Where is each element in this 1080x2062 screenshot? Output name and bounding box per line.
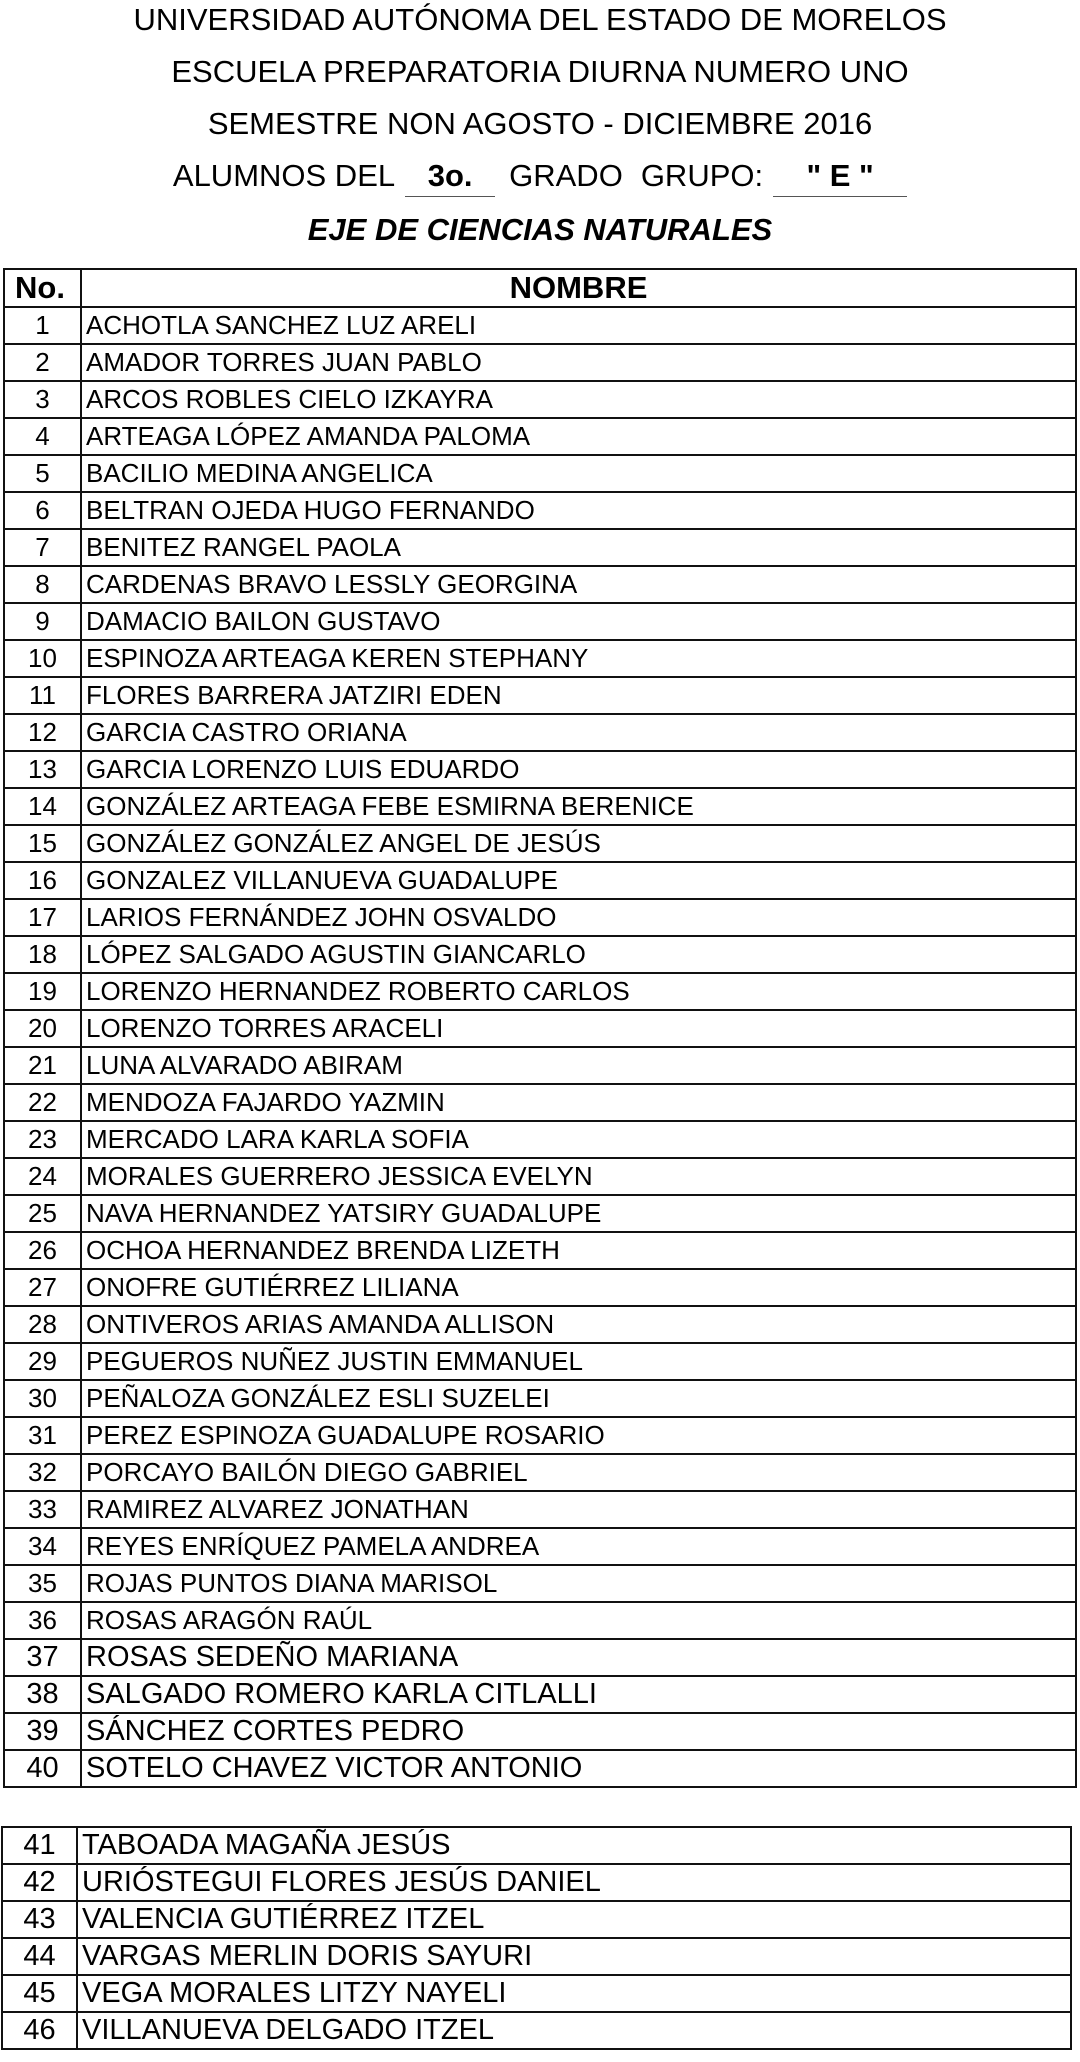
table-row [2,1938,1071,1975]
student-name: MORALES GUERRERO JESSICA EVELYN [81,1158,1076,1195]
table-row [4,1491,1076,1528]
table-row [4,1010,1076,1047]
table-row [4,1269,1076,1306]
student-name: REYES ENRÍQUEZ PAMELA ANDREA [81,1528,1076,1565]
table-row [4,899,1076,936]
row-number: 6 [4,492,81,529]
student-name: GARCIA LORENZO LUIS EDUARDO [81,751,1076,788]
table-row [4,1676,1076,1713]
table-row [4,1454,1076,1491]
table-row [2,1864,1071,1901]
table-row [4,455,1076,492]
student-name: FLORES BARRERA JATZIRI EDEN [81,677,1076,714]
table-row [2,1827,1071,1864]
student-name: PEGUEROS NUÑEZ JUSTIN EMMANUEL [81,1343,1076,1380]
table-row [4,566,1076,603]
student-name: LORENZO TORRES ARACELI [81,1010,1076,1047]
row-number: 18 [4,936,81,973]
row-number: 15 [4,825,81,862]
table-row [4,529,1076,566]
table-row [4,862,1076,899]
student-name: CARDENAS BRAVO LESSLY GEORGINA [81,566,1076,603]
row-number: 1 [4,307,81,344]
row-number: 16 [4,862,81,899]
column-header-no: No. [4,269,81,307]
row-number: 7 [4,529,81,566]
row-number: 31 [4,1417,81,1454]
row-number: 32 [4,1454,81,1491]
table-row [4,788,1076,825]
semester-title: SEMESTRE NON AGOSTO - DICIEMBRE 2016 [207,106,873,141]
table-row [4,381,1076,418]
table-row [4,418,1076,455]
row-number: 35 [4,1565,81,1602]
row-number: 45 [2,1975,77,2012]
row-number: 39 [4,1713,81,1750]
student-name: GONZÁLEZ ARTEAGA FEBE ESMIRNA BERENICE [81,788,1076,825]
student-name: BENITEZ RANGEL PAOLA [81,529,1076,566]
row-number: 17 [4,899,81,936]
table-row [4,751,1076,788]
student-name: ROJAS PUNTOS DIANA MARISOL [81,1565,1076,1602]
row-number: 42 [2,1864,77,1901]
table-row [4,973,1076,1010]
student-name: LARIOS FERNÁNDEZ JOHN OSVALDO [81,899,1076,936]
student-name: ROSAS SEDEÑO MARIANA [81,1639,1076,1676]
row-number: 24 [4,1158,81,1195]
row-number: 36 [4,1602,81,1639]
row-number: 28 [4,1306,81,1343]
row-number: 38 [4,1676,81,1713]
student-name: BACILIO MEDINA ANGELICA [81,455,1076,492]
row-number: 41 [2,1827,77,1864]
table-row [4,603,1076,640]
row-number: 46 [2,2012,77,2049]
student-name: GONZALEZ VILLANUEVA GUADALUPE [81,862,1076,899]
student-table [3,268,1077,1788]
row-number: 4 [4,418,81,455]
student-name: SALGADO ROMERO KARLA CITLALLI [81,1676,1076,1713]
student-name: PEREZ ESPINOZA GUADALUPE ROSARIO [81,1417,1076,1454]
student-name: LORENZO HERNANDEZ ROBERTO CARLOS [81,973,1076,1010]
student-name: MERCADO LARA KARLA SOFIA [81,1121,1076,1158]
row-number: 23 [4,1121,81,1158]
row-number: 40 [4,1750,81,1787]
grade-group-line [0,156,1080,197]
student-name: ARCOS ROBLES CIELO IZKAYRA [81,381,1076,418]
row-number: 30 [4,1380,81,1417]
student-name: ROSAS ARAGÓN RAÚL [81,1602,1076,1639]
student-name: NAVA HERNANDEZ YATSIRY GUADALUPE [81,1195,1076,1232]
row-number: 19 [4,973,81,1010]
table-row [4,1602,1076,1639]
student-name: GONZÁLEZ GONZÁLEZ ANGEL DE JESÚS [81,825,1076,862]
axis-subtitle: EJE DE CIENCIAS NATURALES [307,212,773,247]
table-row [4,1343,1076,1380]
table-row [4,307,1076,344]
student-name: VALENCIA GUTIÉRREZ ITZEL [77,1901,1071,1938]
row-number: 10 [4,640,81,677]
table-row [4,714,1076,751]
student-name: ESPINOZA ARTEAGA KEREN STEPHANY [81,640,1076,677]
student-name: ACHOTLA SANCHEZ LUZ ARELI [81,307,1076,344]
table-row [4,344,1076,381]
grade-label: GRADO [509,158,623,193]
students-of-label: ALUMNOS DEL [172,158,396,193]
row-number: 5 [4,455,81,492]
grade-value: 3o. [405,156,495,197]
row-number: 26 [4,1232,81,1269]
student-name: MENDOZA FAJARDO YAZMIN [81,1084,1076,1121]
university-title: UNIVERSIDAD AUTÓNOMA DEL ESTADO DE MORELOS [133,2,947,37]
table-row [2,1901,1071,1938]
table-row [4,1158,1076,1195]
table-row [4,1565,1076,1602]
table-row [4,492,1076,529]
table-row [4,640,1076,677]
student-table-continuation-body [2,1827,1071,2049]
student-name: DAMACIO BAILON GUSTAVO [81,603,1076,640]
row-number: 20 [4,1010,81,1047]
table-row [4,1639,1076,1676]
table-row [4,1047,1076,1084]
row-number: 27 [4,1269,81,1306]
row-number: 14 [4,788,81,825]
table-row [4,677,1076,714]
table-row [4,1195,1076,1232]
row-number: 34 [4,1528,81,1565]
table-row [4,936,1076,973]
school-title: ESCUELA PREPARATORIA DIURNA NUMERO UNO [171,54,909,89]
row-number: 37 [4,1639,81,1676]
table-row [4,1750,1076,1787]
row-number: 13 [4,751,81,788]
row-number: 21 [4,1047,81,1084]
student-name: TABOADA MAGAÑA JESÚS [77,1827,1071,1864]
table-row [4,1084,1076,1121]
table-row [4,1306,1076,1343]
student-name: PORCAYO BAILÓN DIEGO GABRIEL [81,1454,1076,1491]
student-name: ARTEAGA LÓPEZ AMANDA PALOMA [81,418,1076,455]
row-number: 2 [4,344,81,381]
row-number: 8 [4,566,81,603]
row-number: 44 [2,1938,77,1975]
table-row [2,1975,1071,2012]
student-table-body [4,307,1076,1787]
student-name: VILLANUEVA DELGADO ITZEL [77,2012,1071,2049]
student-name: PEÑALOZA GONZÁLEZ ESLI SUZELEI [81,1380,1076,1417]
student-table-continuation [1,1826,1072,2050]
table-row [4,1417,1076,1454]
table-row [4,1380,1076,1417]
table-header-row [4,269,1076,307]
table-row [4,1713,1076,1750]
student-name: GARCIA CASTRO ORIANA [81,714,1076,751]
table-row [4,1232,1076,1269]
row-number: 33 [4,1491,81,1528]
table-row [4,825,1076,862]
row-number: 43 [2,1901,77,1938]
row-number: 12 [4,714,81,751]
student-name: ONOFRE GUTIÉRREZ LILIANA [81,1269,1076,1306]
student-name: SÁNCHEZ CORTES PEDRO [81,1713,1076,1750]
table-row [2,2012,1071,2049]
row-number: 29 [4,1343,81,1380]
student-name: ONTIVEROS ARIAS AMANDA ALLISON [81,1306,1076,1343]
student-name: SOTELO CHAVEZ VICTOR ANTONIO [81,1750,1076,1787]
row-number: 11 [4,677,81,714]
student-name: LUNA ALVARADO ABIRAM [81,1047,1076,1084]
group-value: " E " [773,156,907,197]
student-name: RAMIREZ ALVAREZ JONATHAN [81,1491,1076,1528]
group-label: GRUPO: [640,158,764,193]
row-number: 9 [4,603,81,640]
row-number: 22 [4,1084,81,1121]
student-name: LÓPEZ SALGADO AGUSTIN GIANCARLO [81,936,1076,973]
table-row [4,1121,1076,1158]
student-name: OCHOA HERNANDEZ BRENDA LIZETH [81,1232,1076,1269]
student-name: VARGAS MERLIN DORIS SAYURI [77,1938,1071,1975]
row-number: 25 [4,1195,81,1232]
student-name: AMADOR TORRES JUAN PABLO [81,344,1076,381]
column-header-name: NOMBRE [81,269,1076,307]
student-name: URIÓSTEGUI FLORES JESÚS DANIEL [77,1864,1071,1901]
row-number: 3 [4,381,81,418]
table-row [4,1528,1076,1565]
student-name: VEGA MORALES LITZY NAYELI [77,1975,1071,2012]
student-name: BELTRAN OJEDA HUGO FERNANDO [81,492,1076,529]
